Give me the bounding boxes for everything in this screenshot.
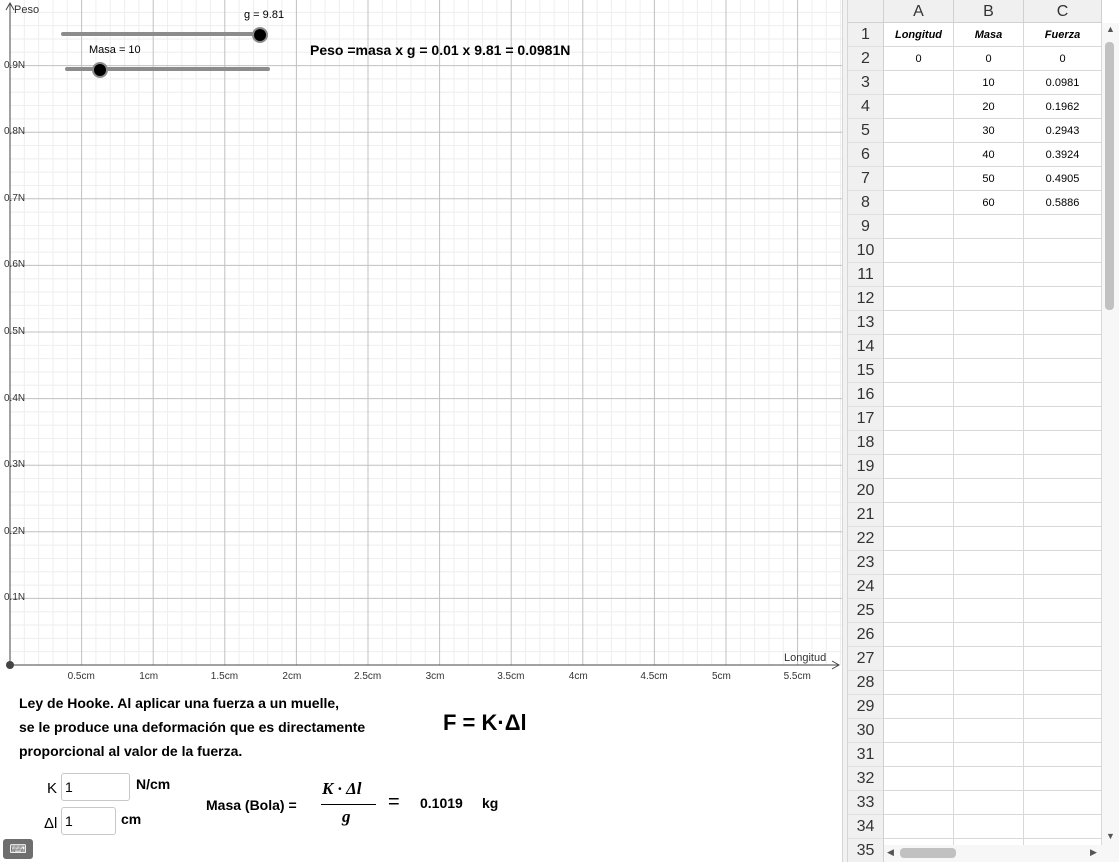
- masa-unit: kg: [482, 795, 499, 811]
- sheet-cell[interactable]: [884, 167, 954, 191]
- sheet-cell[interactable]: [954, 239, 1024, 263]
- sheet-cell[interactable]: [884, 311, 954, 335]
- sheet-cell[interactable]: 0: [954, 47, 1024, 71]
- sheet-cell[interactable]: [884, 455, 954, 479]
- sheet-cell[interactable]: 0: [884, 47, 954, 71]
- sheet-cell[interactable]: Masa: [954, 23, 1024, 47]
- sheet-cell[interactable]: [954, 791, 1024, 815]
- sheet-cell[interactable]: [884, 335, 954, 359]
- scroll-down-arrow[interactable]: ▼: [1106, 831, 1115, 841]
- sheet-cell[interactable]: 0.5886: [1024, 191, 1102, 215]
- sheet-cell[interactable]: [884, 239, 954, 263]
- x-axis-label: Longitud: [784, 652, 827, 664]
- sheet-cell[interactable]: Longitud: [884, 23, 954, 47]
- sheet-cell[interactable]: [1024, 431, 1102, 455]
- keyboard-icon[interactable]: ⌨: [3, 839, 33, 859]
- row-header[interactable]: 5: [848, 119, 884, 143]
- y-tick-label: 0.7N: [4, 192, 26, 204]
- row-header[interactable]: 24: [848, 575, 884, 599]
- masa-result: 0.1019: [420, 795, 463, 811]
- fraction-denominator: g: [342, 807, 351, 826]
- sheet-cell[interactable]: [954, 695, 1024, 719]
- sheet-cell[interactable]: [884, 527, 954, 551]
- sheet-cell[interactable]: [884, 815, 954, 839]
- sheet-cell[interactable]: [884, 263, 954, 287]
- sheet-cell[interactable]: [884, 383, 954, 407]
- sheet-cell[interactable]: [954, 479, 1024, 503]
- sheet-cell[interactable]: [1024, 383, 1102, 407]
- sheet-cell[interactable]: [1024, 215, 1102, 239]
- y-tick-label: 0.1N: [4, 592, 26, 604]
- x-tick-label: 3.5cm: [497, 671, 525, 682]
- scroll-right-arrow[interactable]: ▶: [1090, 847, 1097, 857]
- dl-unit: cm: [121, 811, 142, 827]
- sheet-cell[interactable]: [1024, 287, 1102, 311]
- sheet-cell[interactable]: [884, 479, 954, 503]
- sheet-cell[interactable]: 50: [954, 167, 1024, 191]
- slider-g-track[interactable]: [61, 32, 266, 36]
- row-header[interactable]: 33: [848, 791, 884, 815]
- sheet-cell[interactable]: 10: [954, 71, 1024, 95]
- sheet-cell[interactable]: [954, 815, 1024, 839]
- sheet-cell[interactable]: 0: [1024, 47, 1102, 71]
- sheet-cell[interactable]: [954, 743, 1024, 767]
- slider-masa-label: Masa = 10: [89, 44, 141, 56]
- sheet-cell[interactable]: 0.1962: [1024, 95, 1102, 119]
- row-header[interactable]: 15: [848, 359, 884, 383]
- y-tick-label: 0.5N: [4, 326, 26, 337]
- y-tick-label: 0.9N: [4, 59, 26, 71]
- y-tick-label: 0.2N: [4, 525, 26, 537]
- row-header[interactable]: 28: [848, 671, 884, 695]
- row-header[interactable]: 21: [848, 503, 884, 527]
- row-header[interactable]: 34: [848, 815, 884, 839]
- sheet-cell[interactable]: 0.2943: [1024, 119, 1102, 143]
- sheet-cell[interactable]: [884, 95, 954, 119]
- column-header-a[interactable]: A: [884, 0, 954, 23]
- sheet-cell[interactable]: [884, 575, 954, 599]
- sheet-cell[interactable]: [954, 431, 1024, 455]
- sheet-cell[interactable]: [1024, 407, 1102, 431]
- row-header[interactable]: 25: [848, 599, 884, 623]
- sheet-cell[interactable]: [884, 119, 954, 143]
- sheet-cell[interactable]: [1024, 671, 1102, 695]
- row-header[interactable]: 16: [848, 383, 884, 407]
- scroll-left-arrow[interactable]: ◀: [887, 847, 894, 857]
- x-tick-label: 4.5cm: [640, 671, 668, 682]
- sheet-cell[interactable]: [884, 743, 954, 767]
- x-tick-label: 4cm: [568, 671, 588, 682]
- row-header[interactable]: 10: [848, 239, 884, 263]
- row-header[interactable]: 23: [848, 551, 884, 575]
- sheet-cell[interactable]: [1024, 815, 1102, 839]
- sheet-cell[interactable]: [1024, 239, 1102, 263]
- sheet-cell[interactable]: [1024, 647, 1102, 671]
- sheet-cell[interactable]: [954, 311, 1024, 335]
- row-header[interactable]: 18: [848, 431, 884, 455]
- x-tick-label: 2.5cm: [354, 671, 382, 682]
- sheet-cell[interactable]: [884, 191, 954, 215]
- x-tick-label: 3cm: [425, 671, 445, 682]
- sheet-cell[interactable]: [1024, 479, 1102, 503]
- sheet-cell[interactable]: 0.3924: [1024, 143, 1102, 167]
- row-header[interactable]: 6: [848, 143, 884, 167]
- fraction-numerator: K · Δl: [322, 779, 362, 798]
- row-header[interactable]: 27: [848, 647, 884, 671]
- x-tick-label: 2cm: [282, 671, 302, 682]
- sheet-cell[interactable]: [954, 503, 1024, 527]
- sheet-cell[interactable]: [1024, 503, 1102, 527]
- row-header[interactable]: 3: [848, 71, 884, 95]
- sheet-cell[interactable]: [954, 647, 1024, 671]
- sheet-cell[interactable]: [884, 623, 954, 647]
- sheet-cell[interactable]: 40: [954, 143, 1024, 167]
- sheet-cell[interactable]: [954, 671, 1024, 695]
- y-tick-label: 0.8N: [4, 126, 26, 138]
- equals-sign: =: [388, 791, 400, 813]
- sheet-cell[interactable]: [954, 575, 1024, 599]
- hooke-formula: F = K·Δl: [443, 710, 527, 735]
- sheet-cell[interactable]: [1024, 263, 1102, 287]
- slider-g-label: g = 9.81: [244, 9, 285, 21]
- sheet-cell[interactable]: 60: [954, 191, 1024, 215]
- fraction-bar: [321, 804, 376, 805]
- x-tick-label: 1.5cm: [210, 671, 239, 682]
- sheet-cell[interactable]: [954, 551, 1024, 575]
- sheet-cell[interactable]: [884, 431, 954, 455]
- corner-cell: [848, 0, 884, 23]
- row-header[interactable]: 1: [848, 23, 884, 47]
- sheet-cell[interactable]: [954, 215, 1024, 239]
- sheet-cell[interactable]: [1024, 791, 1102, 815]
- sheet-cell[interactable]: [1024, 527, 1102, 551]
- sheet-cell[interactable]: [954, 359, 1024, 383]
- row-header[interactable]: 22: [848, 527, 884, 551]
- sheet-cell[interactable]: [1024, 695, 1102, 719]
- sheet-cell[interactable]: 30: [954, 119, 1024, 143]
- sheet-cell[interactable]: [884, 791, 954, 815]
- sheet-cell[interactable]: [954, 335, 1024, 359]
- sheet-cell[interactable]: [884, 407, 954, 431]
- horizontal-scroll-thumb[interactable]: [900, 848, 956, 858]
- hooke-text-line1: Ley de Hooke. Al aplicar una fuerza a un muelle,: [19, 695, 340, 711]
- row-header[interactable]: 7: [848, 167, 884, 191]
- sheet-cell[interactable]: [954, 527, 1024, 551]
- sheet-cell[interactable]: [954, 287, 1024, 311]
- sheet-cell[interactable]: [1024, 311, 1102, 335]
- sheet-cell[interactable]: [884, 647, 954, 671]
- x-tick-label: 1cm: [139, 671, 159, 682]
- sheet-cell[interactable]: [884, 719, 954, 743]
- y-tick-label: 0.3N: [4, 459, 26, 471]
- sheet-cell[interactable]: [954, 455, 1024, 479]
- sheet-cell[interactable]: [884, 767, 954, 791]
- row-header[interactable]: 19: [848, 455, 884, 479]
- sheet-cell[interactable]: [1024, 359, 1102, 383]
- sheet-cell[interactable]: [1024, 575, 1102, 599]
- sheet-cell[interactable]: [1024, 719, 1102, 743]
- sheet-cell[interactable]: [884, 359, 954, 383]
- slider-masa-handle[interactable]: [92, 62, 108, 78]
- column-header-c[interactable]: C: [1024, 0, 1102, 23]
- row-header[interactable]: 17: [848, 407, 884, 431]
- y-tick-label: 0.6N: [4, 259, 26, 271]
- k-input[interactable]: 1: [61, 773, 130, 801]
- sheet-cell[interactable]: [1024, 743, 1102, 767]
- masa-bola-label: Masa (Bola) =: [206, 797, 297, 813]
- sheet-cell[interactable]: [884, 143, 954, 167]
- row-header[interactable]: 31: [848, 743, 884, 767]
- row-header[interactable]: 11: [848, 263, 884, 287]
- x-tick-label: 5cm: [712, 671, 731, 682]
- sheet-cell[interactable]: [954, 383, 1024, 407]
- slider-g-handle[interactable]: [252, 27, 268, 43]
- sheet-cell[interactable]: [954, 407, 1024, 431]
- row-header[interactable]: 9: [848, 215, 884, 239]
- weight-formula: Peso =masa x g = 0.01 x 9.81 = 0.0981N: [310, 42, 571, 58]
- sheet-cell[interactable]: 0.4905: [1024, 167, 1102, 191]
- sheet-cell[interactable]: [954, 263, 1024, 287]
- sheet-cell[interactable]: [1024, 335, 1102, 359]
- sheet-cell[interactable]: [1024, 551, 1102, 575]
- hooke-text-line2: se le produce una deformación que es directamente: [19, 719, 366, 735]
- x-tick-label: 0.5cm: [67, 671, 95, 682]
- vertical-scroll-thumb[interactable]: [1105, 42, 1114, 310]
- sheet-cell[interactable]: [954, 623, 1024, 647]
- sheet-cell[interactable]: [884, 671, 954, 695]
- row-header[interactable]: 13: [848, 311, 884, 335]
- sheet-cell[interactable]: [954, 599, 1024, 623]
- column-header-b[interactable]: B: [954, 0, 1024, 23]
- row-header[interactable]: 8: [848, 191, 884, 215]
- sheet-cell[interactable]: [1024, 623, 1102, 647]
- sheet-cell[interactable]: 0.0981: [1024, 71, 1102, 95]
- row-header[interactable]: 29: [848, 695, 884, 719]
- row-header[interactable]: 30: [848, 719, 884, 743]
- k-unit: N/cm: [136, 776, 171, 792]
- scroll-up-arrow[interactable]: ▲: [1106, 24, 1115, 34]
- spreadsheet-view[interactable]: [848, 0, 1119, 862]
- sheet-cell[interactable]: [884, 71, 954, 95]
- hooke-text-line3: proporcional al valor de la fuerza.: [19, 743, 243, 759]
- sheet-cell[interactable]: [884, 551, 954, 575]
- sheet-cell[interactable]: Fuerza: [1024, 23, 1102, 47]
- row-header[interactable]: 35: [848, 839, 884, 862]
- row-header[interactable]: 2: [848, 47, 884, 71]
- sheet-cell[interactable]: [954, 719, 1024, 743]
- row-header[interactable]: 14: [848, 335, 884, 359]
- sheet-cell[interactable]: [1024, 767, 1102, 791]
- k-label: K: [47, 780, 58, 797]
- row-header[interactable]: 12: [848, 287, 884, 311]
- y-axis-label: Peso: [14, 4, 40, 16]
- sheet-cell[interactable]: [884, 599, 954, 623]
- dl-label: Δl: [44, 815, 58, 832]
- dl-input[interactable]: 1: [61, 807, 116, 835]
- sheet-cell[interactable]: [884, 215, 954, 239]
- row-header[interactable]: 32: [848, 767, 884, 791]
- row-header[interactable]: 4: [848, 95, 884, 119]
- sheet-cell[interactable]: [1024, 455, 1102, 479]
- sheet-cell[interactable]: [954, 767, 1024, 791]
- sheet-cell[interactable]: [1024, 599, 1102, 623]
- sheet-cell[interactable]: 20: [954, 95, 1024, 119]
- sheet-cell[interactable]: [884, 503, 954, 527]
- sheet-cell[interactable]: [884, 695, 954, 719]
- row-header[interactable]: 26: [848, 623, 884, 647]
- x-tick-label: 5.5cm: [783, 671, 811, 682]
- sheet-cell[interactable]: [884, 287, 954, 311]
- row-header[interactable]: 20: [848, 479, 884, 503]
- y-tick-label: 0.4N: [4, 392, 26, 404]
